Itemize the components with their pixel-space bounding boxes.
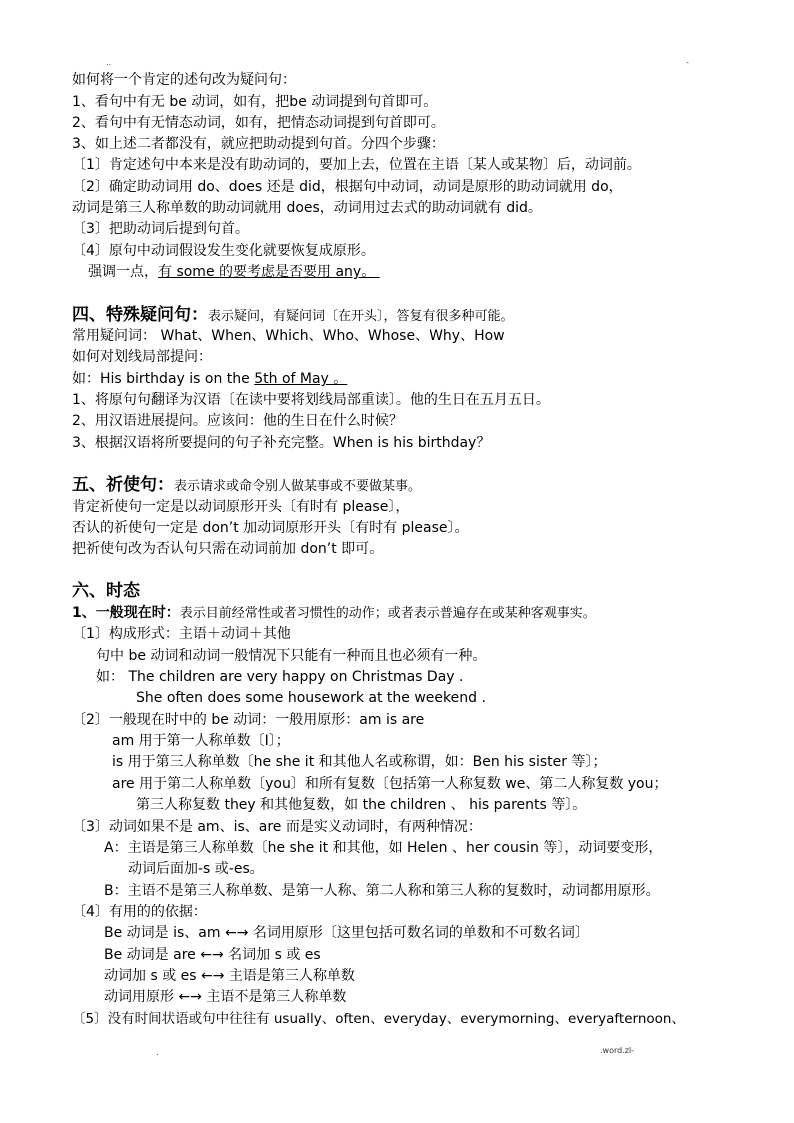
section-heading-four bbox=[72, 304, 514, 328]
text-line: 否认的祈使句一定是 don’t 加动词原形开头〔有时有 please〕。 bbox=[72, 520, 469, 536]
text-line: 〔4〕有用的的依据： bbox=[72, 904, 207, 920]
emphasis-line bbox=[88, 262, 380, 282]
example-line bbox=[72, 369, 347, 389]
text-line: am 用于第一人称单数〔I〕； bbox=[112, 733, 290, 749]
text-line: 〔3〕动词如果不是 am、is、are 而是实义动词时，有两种情况： bbox=[72, 819, 482, 835]
text-line: 动词是第三人称单数的助动词就用 does，动词用过去式的助动词就有 did。 bbox=[72, 200, 542, 216]
text-line: 〔5〕没有时间状语或句中往往有 usually、often、everyday、everymorning、everyafternoon、 bbox=[72, 1011, 685, 1027]
text-line: are 用于第二人称单数〔you〕和所有复数〔包括第一人称复数 we、第二人称复数 you； bbox=[112, 776, 668, 792]
text-line: 〔3〕把助动词后提到句首。 bbox=[72, 221, 249, 237]
subheading-line bbox=[72, 603, 596, 624]
text-line: 2、用汉语进展提问。应该问：他的生日在什么时候？ bbox=[72, 413, 403, 429]
text-line: 如： The children are very happy on Christmas Day . bbox=[96, 669, 464, 685]
subheading-title: 1、一般现在时： bbox=[72, 605, 180, 621]
text-line: 肯定祈使句一定是以动词原形开头〔有时有 please〕， bbox=[72, 499, 410, 515]
text-line: 〔4〕原句中动词假设发生变化就要恢复成原形。 bbox=[72, 243, 375, 259]
subheading-desc: 表示目前经常性或者习惯性的动作；或者表示普遍存在或某种客观事实。 bbox=[179, 606, 596, 621]
text-line: 1、将原句句翻译为汉语〔在读中要将划线局部重读〕。他的生日在五月五日。 bbox=[72, 392, 550, 408]
text-line: 3、如上述二者都没有，就应把助动提到句首。分四个步骤： bbox=[72, 136, 445, 152]
heading-title: 五、祈使句： bbox=[72, 475, 174, 495]
heading-desc: 表示疑问，有疑问词〔在开头〕，答复有很多种可能。 bbox=[208, 309, 514, 324]
emphasis-underlined: 有 some 的要考虑是否要用 any。 bbox=[158, 264, 376, 280]
text-line: 如何将一个肯定的述句改为疑问句： bbox=[72, 72, 296, 88]
text-line: 动词加 s 或 es ←→ 主语是第三人称单数 bbox=[104, 968, 355, 984]
section-heading-five bbox=[72, 474, 421, 498]
text-line: Be 动词是 is、am ←→ 名词用原形〔这里包括可数名词的单数和不可数名词〕 bbox=[104, 925, 589, 941]
text-line: 动词后面加-s 或-es。 bbox=[128, 861, 264, 877]
text-line: 第三人称复数 they 和其他复数，如 the children 、 his parents 等〕。 bbox=[136, 797, 587, 813]
text-line: 3、根据汉语将所要提问的句子补充完整。When is his birthday？ bbox=[72, 435, 491, 451]
emphasis-lead: 强调一点， bbox=[88, 264, 158, 280]
text-line: 把祈使句改为否认句只需在动词前加 don’t 即可。 bbox=[72, 541, 384, 557]
text-line: 〔2〕一般现在时中的 be 动词：一般用原形：am is are bbox=[72, 712, 425, 728]
text-line: 〔1〕肯定述句中本来是没有助动词的，要加上去，位置在主语〔某人或某物〕后，动词前。 bbox=[72, 157, 641, 173]
text-line: 2、看句中有无情态动词，如有，把情态动词提到句首即可。 bbox=[72, 115, 445, 131]
header-right-mark: - bbox=[686, 58, 689, 67]
text-line: 〔2〕确定助动词用 do、does 还是 did，根据句中动词，动词是原形的助动词就用 do， bbox=[72, 179, 623, 195]
heading-desc: 表示请求或命令别人做某事或不要做某事。 bbox=[174, 479, 422, 494]
text-line: 〔1〕构成形式：主语＋动词＋其他 bbox=[72, 626, 291, 642]
text-line: Be 动词是 are ←→ 名词加 s 或 es bbox=[104, 947, 321, 963]
heading-title: 六、时态 bbox=[72, 581, 140, 601]
heading-title: 四、特殊疑问句： bbox=[72, 305, 208, 325]
example-underlined: 5th of May 。 bbox=[254, 371, 348, 387]
text-line: A：主语是第三人称单数〔he she it 和其他，如 Helen 、her cousin 等〕，动词要变形， bbox=[104, 840, 663, 856]
text-line: 常用疑问词： What、When、Which、Who、Whose、Why、How bbox=[72, 328, 505, 344]
footer-right-mark: .word.zl- bbox=[600, 1046, 635, 1055]
text-line: 动词用原形 ←→ 主语不是第三人称单数 bbox=[104, 989, 347, 1005]
section-heading-six bbox=[72, 580, 140, 603]
example-lead: 如：His birthday is on the bbox=[72, 371, 255, 387]
text-line: 如何对划线局部提问： bbox=[72, 349, 212, 365]
header-left-mark: .. bbox=[106, 58, 112, 67]
text-line: 1、看句中有无 be 动词，如有，把be 动词提到句首即可。 bbox=[72, 94, 438, 110]
footer-left-mark: . bbox=[156, 1048, 159, 1057]
text-line: 句中 be 动词和动词一般情况下只能有一种而且也必须有一种。 bbox=[96, 648, 487, 664]
text-line: She often does some housework at the weekend . bbox=[136, 690, 486, 706]
text-line: B：主语不是第三人称单数、是第一人称、第二人称和第三人称的复数时，动词都用原形。 bbox=[104, 883, 660, 899]
text-line: is 用于第三人称单数〔he she it 和其他人名或称谓，如：Ben his sister 等〕； bbox=[112, 754, 607, 770]
